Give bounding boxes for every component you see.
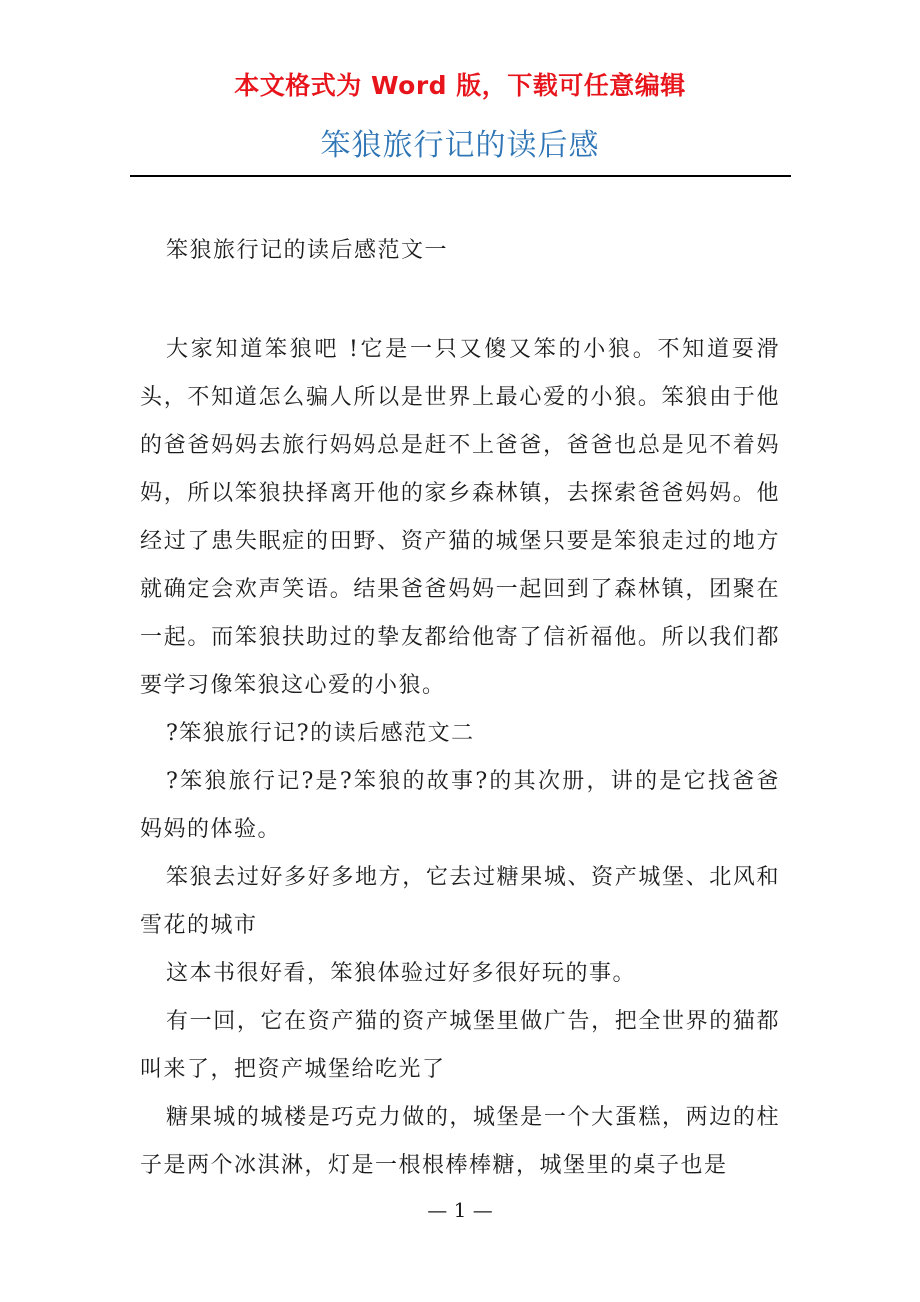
- format-notice-banner: 本文格式为 Word 版，下载可任意编辑: [234, 71, 686, 100]
- paragraph: 笨狼去过好多好多地方，它去过糖果城、资产城堡、北风和雪花的城市: [140, 865, 780, 938]
- paragraph: 这本书很好看，笨狼体验过好多很好玩的事。: [166, 961, 637, 986]
- page-number: — 1 —: [427, 1198, 493, 1222]
- paragraph: ?笨狼旅行记?是?笨狼的故事?的其次册，讲的是它找爸爸妈妈的体验。: [140, 769, 780, 842]
- document-body: [140, 326, 780, 1190]
- section-heading-1: [140, 227, 780, 275]
- paragraph: 大家知道笨狼吧 !它是一只又傻又笨的小狼。不知道耍滑头，不知道怎么骗人所以是世界上最心爱的小狼。笨狼由于他的爸爸妈妈去旅行妈妈总是赶不上爸爸，爸爸也总是见不着妈妈，所以笨狼抉择离开他的家乡森林镇，去探索爸爸妈妈。他经过了患失眠症的田野、资产猫的城堡只要是笨狼走过的地方就确定会欢声笑语。结果爸爸妈妈一起回到了森林镇，团聚在一起。而笨狼扶助过的挚友都给他寄了信祈福他。所以我们都要学习像笨狼这心爱的小狼。: [140, 337, 780, 698]
- heading-text: 笨狼旅行记的读后感范文一: [166, 238, 449, 263]
- paragraph: 糖果城的城楼是巧克力做的，城堡是一个大蛋糕，两边的柱子是两个冰淇淋，灯是一根根棒棒糖，城堡里的桌子也是: [140, 1105, 780, 1178]
- title-divider: [130, 175, 791, 177]
- section-heading-2: ?笨狼旅行记?的读后感范文二: [166, 721, 475, 746]
- paragraph: 有一回，它在资产猫的资产城堡里做广告，把全世界的猫都叫来了，把资产城堡给吃光了: [140, 1009, 780, 1082]
- document-title: 笨狼旅行记的读后感: [320, 128, 600, 163]
